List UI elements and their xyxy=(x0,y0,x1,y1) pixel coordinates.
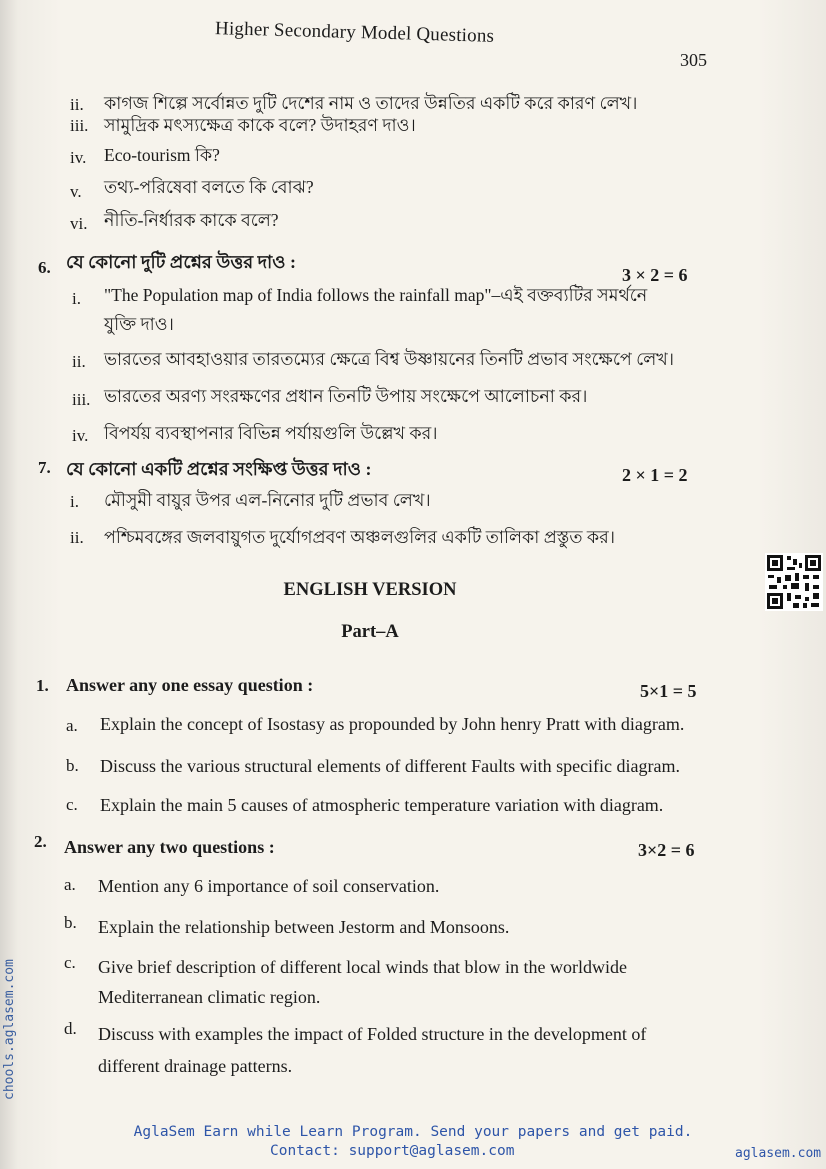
question-text: ভারতের অরণ্য সংরক্ষণের প্রধান তিনটি উপায় সংক্ষেপে আলোচনা কর। xyxy=(104,386,588,406)
question-text: ভারতের আবহাওয়ার তারতম্যের ক্ষেত্রে বিশ্ব উষ্ণায়নের তিনটি প্রভাব সংক্ষেপে লেখ। xyxy=(104,349,674,369)
question-text: Give brief description of different local winds that blow in the worldwide xyxy=(98,957,628,977)
question-text: সামুদ্রিক মৎস্যক্ষেত্র কাকে বলে? উদাহরণ দাও। xyxy=(104,115,416,135)
part-title: Part–A xyxy=(341,622,399,642)
item-number: vi. xyxy=(70,214,88,233)
question-heading: যে কোনো দুটি প্রশ্নের উত্তর দাও : xyxy=(66,252,297,272)
item-number: b. xyxy=(64,913,77,932)
question-heading: Answer any one essay question : xyxy=(66,675,314,695)
question-text: Explain the relationship between Jestorm and Monsoons. xyxy=(98,917,510,937)
question-text: মৌসুমী বায়ুর উপর এল-নিনোর দুটি প্রভাব লেখ। xyxy=(104,490,431,510)
question-number: 1. xyxy=(36,676,49,695)
question-text: Mention any 6 importance of soil conservation. xyxy=(98,876,440,896)
item-number: ii. xyxy=(70,528,84,547)
question-text: Discuss the various structural elements of different Faults with specific diagram. xyxy=(100,756,681,776)
question-text: নীতি-নির্ধারক কাকে বলে? xyxy=(104,210,279,230)
question-marks: 3 × 2 = 6 xyxy=(622,265,688,285)
question-number: 6. xyxy=(38,258,51,277)
item-number: v. xyxy=(70,182,82,201)
item-number: iv. xyxy=(72,426,89,445)
question-heading: যে কোনো একটি প্রশ্নের সংক্ষিপ্ত উত্তর দাও : xyxy=(66,459,372,479)
item-number: i. xyxy=(70,492,79,511)
question-number: 7. xyxy=(38,458,51,477)
item-number: iv. xyxy=(70,148,87,167)
question-text-continued: different drainage patterns. xyxy=(98,1056,293,1076)
question-marks: 5×1 = 5 xyxy=(640,681,697,701)
question-text: Discuss with examples the impact of Folded structure in the development of xyxy=(98,1024,647,1044)
question-text: বিপর্যয় ব্যবস্থাপনার বিভিন্ন পর্যায়গুলি উল্লেখ কর। xyxy=(104,423,438,443)
question-marks: 3×2 = 6 xyxy=(638,840,695,860)
item-number: c. xyxy=(64,953,76,972)
item-number: c. xyxy=(66,795,78,814)
qr-code-icon xyxy=(765,553,823,611)
question-number: 2. xyxy=(34,832,47,851)
item-number: iii. xyxy=(70,116,89,135)
question-text: Explain the main 5 causes of atmospheric temperature variation with diagram. xyxy=(100,795,664,815)
question-text-continued: যুক্তি দাও। xyxy=(104,314,174,334)
question-heading: Answer any two questions : xyxy=(64,837,275,857)
footer-program-text: AglaSem Earn while Learn Program. Send your papers and get paid. xyxy=(133,1124,693,1140)
item-number: a. xyxy=(64,875,76,894)
page-number: 305 xyxy=(680,50,707,70)
section-title: ENGLISH VERSION xyxy=(283,580,457,600)
item-number: ii. xyxy=(70,95,84,114)
question-text: Eco-tourism কি? xyxy=(104,145,220,165)
question-text: "The Population map of India follows the rainfall map"–এই বক্তব্যটির সমর্থনে xyxy=(104,285,648,305)
item-number: d. xyxy=(64,1019,77,1038)
item-number: iii. xyxy=(72,390,91,409)
item-number: b. xyxy=(66,756,79,775)
footer-site-link[interactable]: aglasem.com xyxy=(735,1146,822,1161)
footer-contact-link[interactable]: Contact: support@aglasem.com xyxy=(270,1143,515,1159)
item-number: ii. xyxy=(72,352,86,371)
question-marks: 2 × 1 = 2 xyxy=(622,465,688,485)
item-number: a. xyxy=(66,716,78,735)
question-text: কাগজ শিল্পে সর্বোন্নত দুটি দেশের নাম ও তাদের উন্নতির একটি করে কারণ লেখ। xyxy=(104,93,638,113)
question-text: তথ্য-পরিষেবা বলতে কি বোঝ? xyxy=(104,177,314,197)
question-text: পশ্চিমবঙ্গের জলবায়ুগত দুর্যোগপ্রবণ অঞ্চলগুলির একটি তালিকা প্রস্তুত কর। xyxy=(104,527,616,547)
side-watermark-text: chools.aglasem.com xyxy=(2,959,17,1100)
page-header-title: Higher Secondary Model Questions xyxy=(214,18,495,47)
question-text-continued: Mediterranean climatic region. xyxy=(98,987,321,1007)
item-number: i. xyxy=(72,289,81,308)
question-text: Explain the concept of Isostasy as propounded by John henry Pratt with diagram. xyxy=(100,714,685,734)
